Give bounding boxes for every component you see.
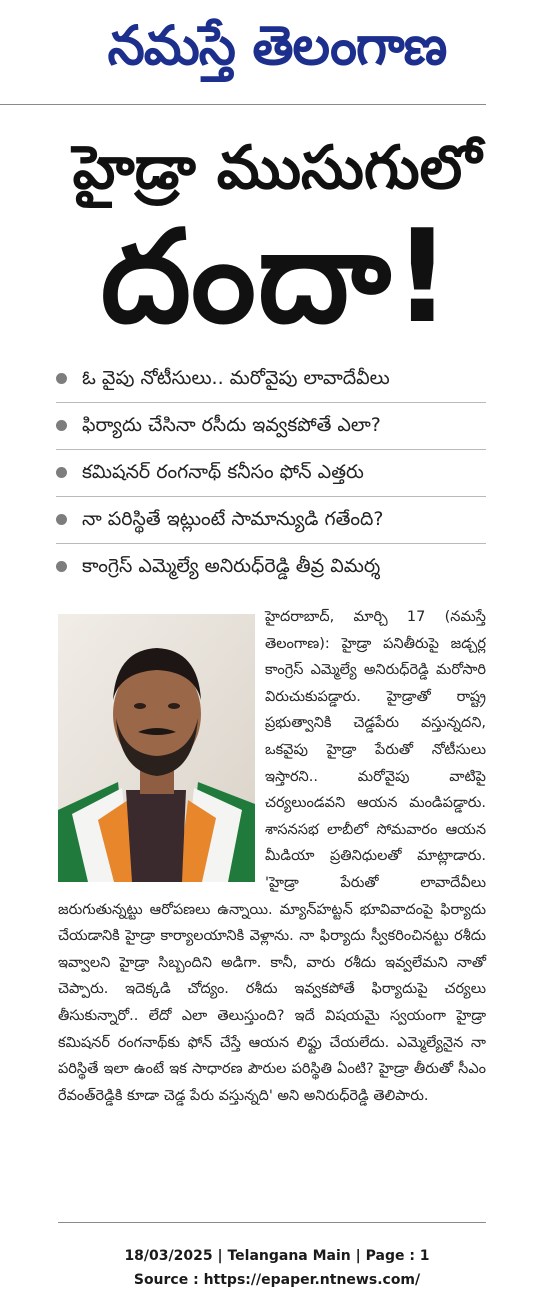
divider-top	[0, 104, 486, 105]
bullet-icon	[56, 467, 67, 478]
headline-line-2: దందా!	[100, 203, 454, 352]
subheadline-text: ఓ వైపు నోటీసులు.. మరోవైపు లావాదేవీలు	[82, 367, 390, 389]
source-link[interactable]: Source : https://epaper.ntnews.com/	[133, 1272, 421, 1288]
subheadline-item	[56, 497, 486, 544]
bullet-icon	[56, 373, 67, 384]
bullet-icon	[56, 420, 67, 431]
subheadline-item	[56, 544, 486, 590]
subheadline-text: ఫిర్యాదు చేసినా రసీదు ఇవ్వకపోతే ఎలా?	[82, 414, 381, 436]
footer	[0, 1244, 554, 1292]
subheadline-text: కమిషనర్ రంగనాథ్ కనీసం ఫోన్ ఎత్తరు	[82, 461, 364, 483]
bullet-icon	[56, 561, 67, 572]
subheadline-item	[56, 403, 486, 450]
article-text: హైదరాబాద్, మార్చి 17 (నమస్తే తెలంగాణ): హైడ్రా పనితీరుపై జడ్చర్ల కాంగ్రెస్ ఎమ్మెల్యే అనిరుధ్‌రెడ్డి మరోసారి విరుచుకుపడ్డారు. హైడ్రాతో రాష్ట్ర ప్రభుత్వానికి చెడ్డపేరు వస్తున్నదని, ఒకవైపు హైడ్రా పేరుతో నోటీసులు ఇస్తారని.. మరోవైపు వాటిపై చర్యలుండవని ఆయన మండిపడ్డారు. శాసనసభ లాబీలో సోమవారం ఆయన మీడియా ప్రతినిధులతో మాట్లాడారు. 'హైడ్రా పేరుతో లావాదేవీలు జరుగుతున్నట్టు ఆరోపణలు ఉన్నాయి. మ్యాన్‌హట్టన్ భూవివాదంపై ఫిర్యాదు చేయడానికి హైడ్రా కార్యాలయానికి వెళ్లాను. నా ఫిర్యాదు స్వీకరించినట్టు రశీదు ఇవ్వాలని హైడ్రా సిబ్బందిని అడిగా. కానీ, వారు రశీదు ఇవ్వలేమని నాతో చెప్పారు. ఇదెక్కడి చోద్యం. రశీదు ఇవ్వకపోతే ఫిర్యాదుపై చర్యలు తీసుకున్నారో.. లేదో ఎలా తెలుస్తుంది? ఇదే విషయమై స్వయంగా హైడ్రా కమిషనర్ రంగనాథ్‌కు ఫోన్ చేస్తే ఆయన లిఫ్టు చేయలేదు. ఎమ్మెల్యేనైన నా పరిస్థితే ఇలా ఉంటే ఇక సాధారణ పౌరుల పరిస్థితి ఏంటి? హైడ్రా తీరుతో సీఎం రేవంత్‌రెడ్డికి కూడా చెడ్డ పేరు వస్తున్నది' అని అనిరుధ్‌రెడ్డి తెలిపారు.	[58, 609, 486, 1104]
masthead	[0, 0, 554, 104]
bullet-icon	[56, 514, 67, 525]
subheadline-item	[56, 450, 486, 497]
headline-line-1: హైడ్రా ముసుగులో	[72, 133, 482, 203]
article-body	[58, 604, 486, 1109]
edition-info: 18/03/2025 | Telangana Main | Page : 1	[124, 1248, 430, 1264]
divider-bottom	[58, 1222, 486, 1223]
subheadline-item	[56, 356, 486, 403]
subheadline-text: నా పరిస్థితే ఇట్లుంటే సామాన్యుడి గతేంది?	[82, 508, 384, 530]
newspaper-logo: నమస్తే తెలంగాణ	[107, 14, 447, 77]
subheadline-list	[56, 356, 486, 590]
subheadline-text: కాంగ్రెస్ ఎమ్మెల్యే అనిరుధ్‌రెడ్డి తీవ్ర విమర్శ	[82, 555, 381, 577]
photo-wrap-spacer	[58, 604, 265, 894]
